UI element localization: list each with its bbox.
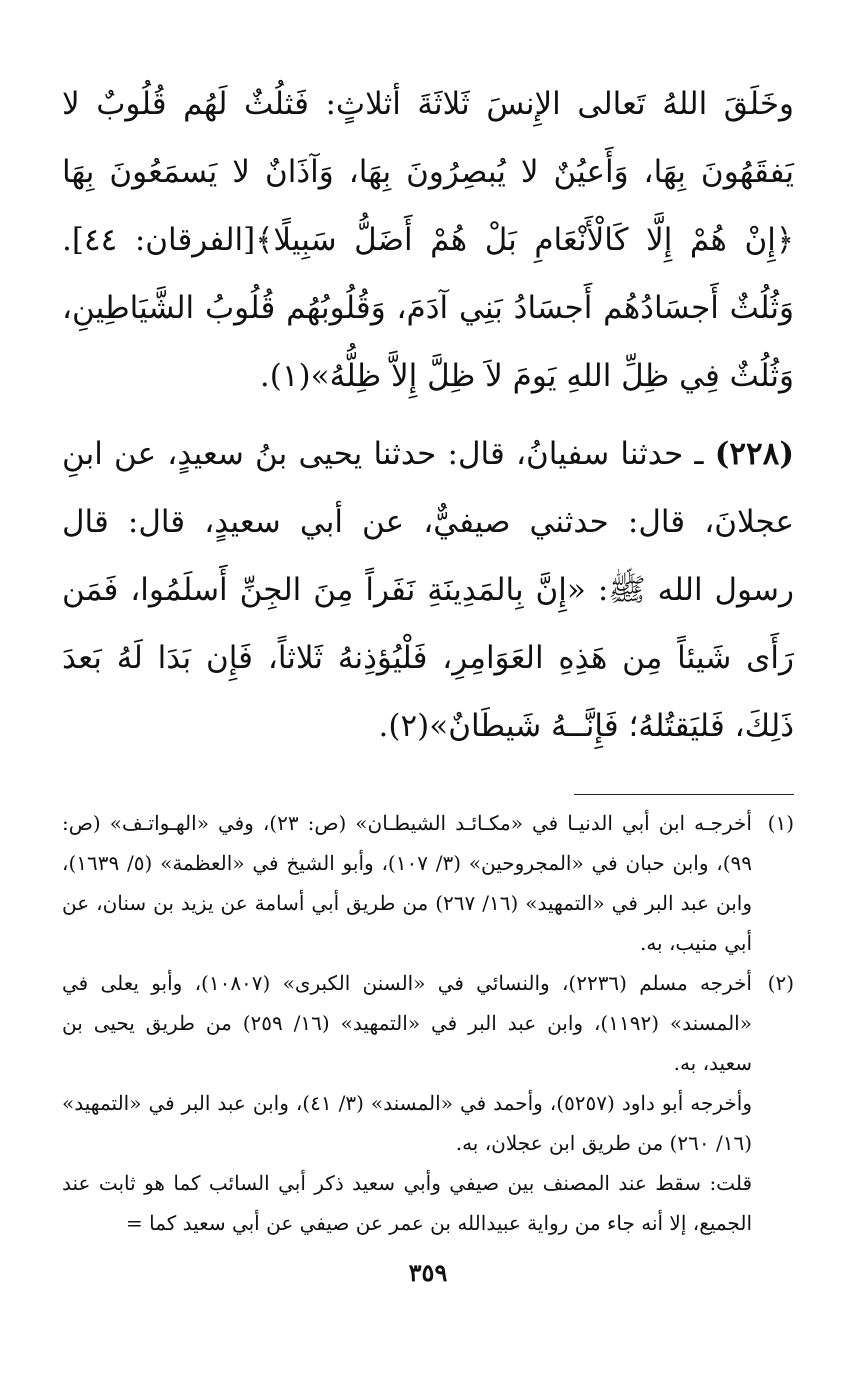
footnote-2-text: أخرجه مسلم (٢٢٣٦)، والنسائي في «السنن الكبرى» (١٠٨٠٧)، وأبو يعلى في «المسند» (١١٩٢)، وابن عبد البر في «التمهيد» (١٦/ ٢٥٩) من طريق يحيى بن سعيد، به. [62, 971, 752, 1075]
hadith-number: (٢٢٨) [714, 436, 794, 472]
main-paragraph-1: وخَلَقَ اللهُ تَعالى الإِنسَ ثَلاثَةَ أثلاثٍ: فَثلُثٌ لَهُم قُلُوبٌ لا يَفقَهُونَ بِهَا، وَأَعيُنٌ لا يُبصِرُونَ بِهَا، وَآذَانٌ لا يَسمَعُونَ بِهَا ﴿إِنْ هُمْ إِلَّا كَالْأَنْعَامِ بَلْ هُمْ أَضَلُّ سَبِيلًا﴾[الفرقان: ٤٤]. وَثُلُثٌ أَجسَادُهُم أَجسَادُ بَنِي آدَمَ، وَقُلُوبُهُم قُلُوبُ الشَّيَاطِينِ، وَثُلُثٌ فِي ظِلِّ اللهِ يَومَ لاَ ظِلَّ إِلاَّ ظِلُّهُ»(١). [62, 86, 794, 394]
footnote-1 [62, 803, 794, 963]
main-text [62, 70, 794, 760]
footnote-2-continuation-2: قلت: سقط عند المصنف بين صيفي وأبي سعيد ذكر أبي السائب كما هو ثابت عند الجميع، إلا أنه جاء من رواية عبيدالله بن عمر عن صيفي عن أبي سعيد كما = [62, 1171, 752, 1235]
footnotes [62, 803, 794, 1243]
footnote-separator [574, 794, 794, 795]
footnote-1-number: (١) [767, 811, 794, 835]
hadith-paragraph [62, 420, 794, 760]
page-number: ٣٥٩ [408, 1258, 448, 1287]
footnote-1-text: أخرجـه ابن أبي الدنيـا في «مكـائـد الشيطـان» (ص: ٢٣)، وفي «الهـواتـف» (ص: ٩٩)، وابن حبان في «المجروحين» (٣/ ١٠٧)، وأبو الشيخ في «العظمة» (٥/ ١٦٣٩)، وابن عبد البر في «التمهيد» (١٦/ ٢٦٧) من طريق أبي أسامة عن يزيد بن سنان، عن أبي منيب، به. [62, 811, 752, 955]
hadith-text: ـ حدثنا سفيانُ، قال: حدثنا يحيى بنُ سعيدٍ، عن ابنِ عجلانَ، قال: حدثني صيفيٌّ، عن أبي سعيدٍ، قال: قال رسول الله ﷺ: «إِنَّ بِالمَدِينَةِ نَفَراً مِنَ الجِنِّ أَسلَمُوا، فَمَن رَأَى شَيئاً مِن هَذِهِ العَوَامِرِ، فَلْيُؤذِنهُ ثَلاثاً، فَإِن بَدَا لَهُ بَعدَ ذَلِكَ، فَليَقتُلهُ؛ فَإِنَّــهُ شَيطَانٌ»(٢). [62, 436, 794, 744]
footnote-2 [62, 963, 794, 1083]
footnote-2-number: (٢) [767, 971, 794, 995]
footnote-2-continuation-1: وأخرجه أبو داود (٥٢٥٧)، وأحمد في «المسند» (٣/ ٤١)، وابن عبد البر في «التمهيد» (١٦/ ٢٦٠) من طريق ابن عجلان، به. [62, 1091, 752, 1155]
